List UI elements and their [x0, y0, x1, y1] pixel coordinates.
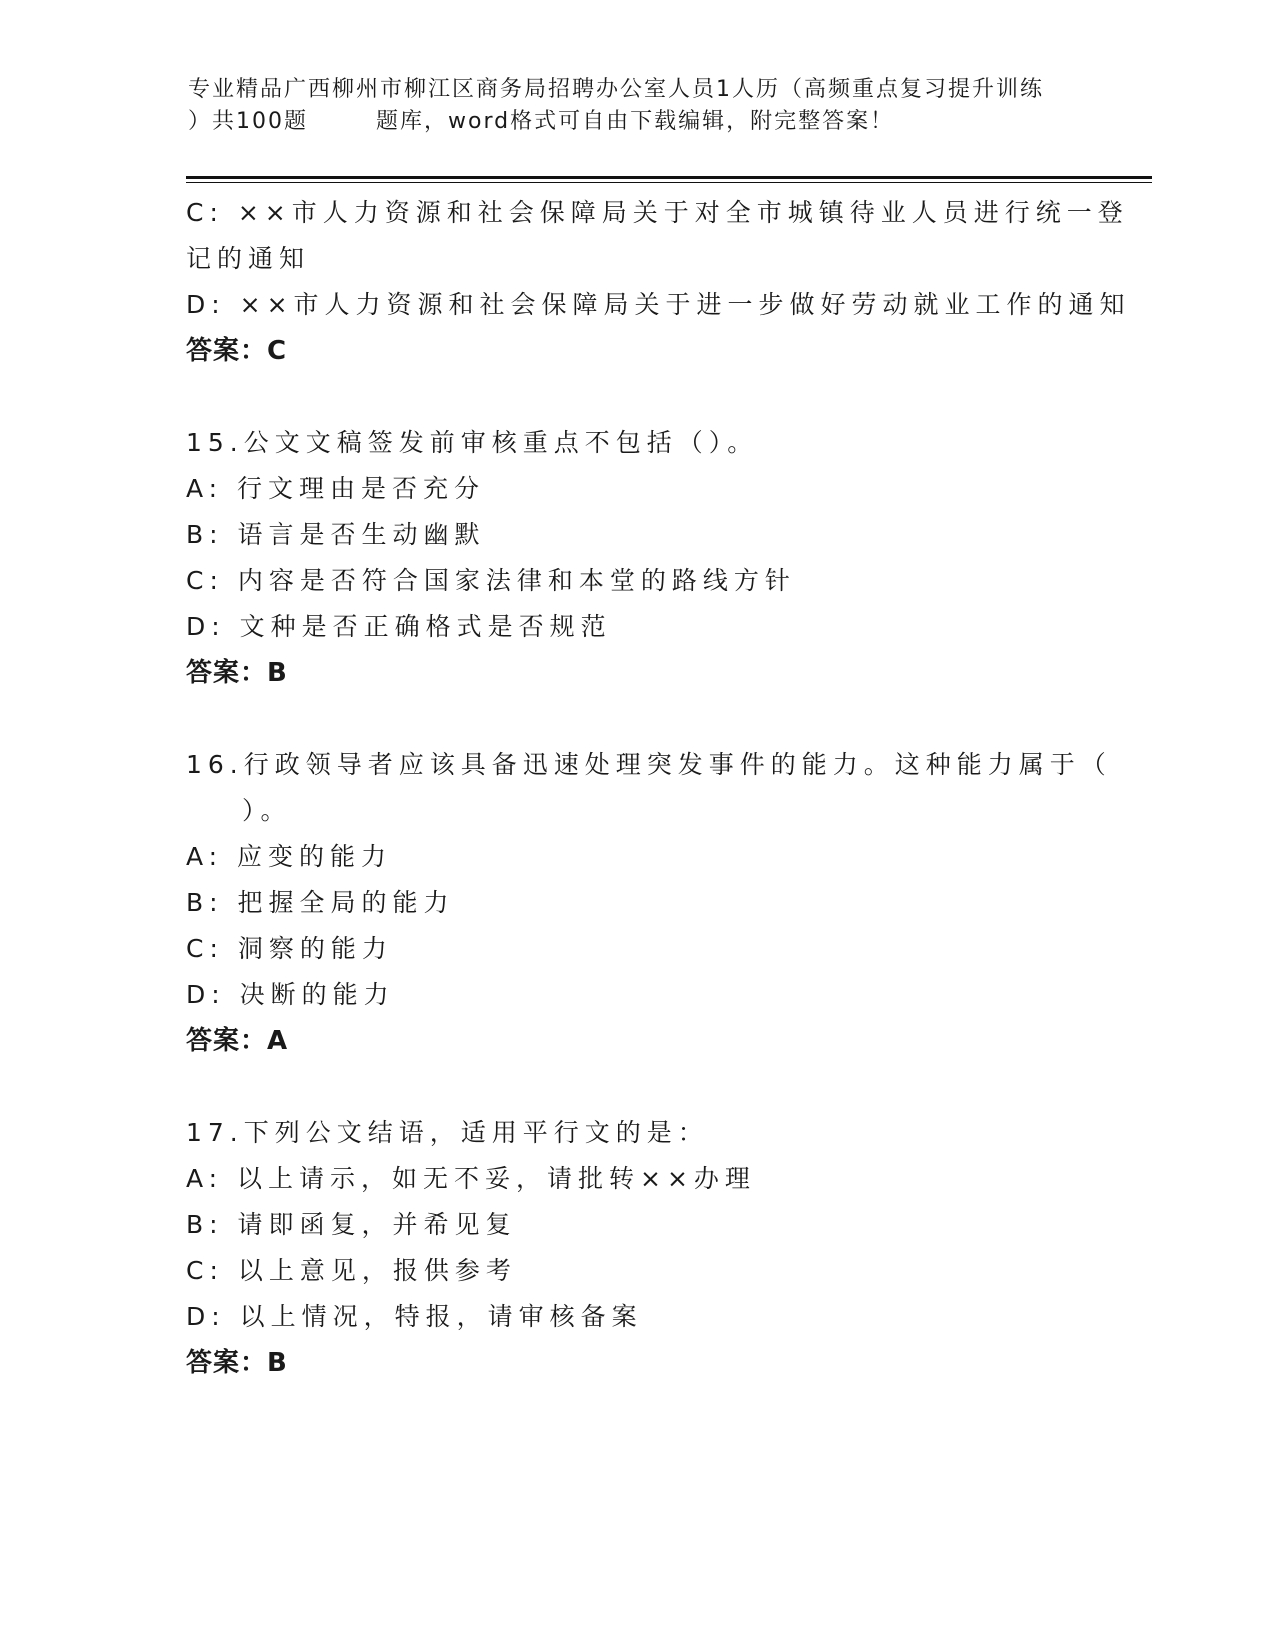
- header-divider-thin: [186, 182, 1152, 183]
- question-stem-line-2: ）。: [242, 796, 292, 825]
- header-divider-thick: [186, 176, 1152, 179]
- header-title-line-2-left: ）共100题: [188, 109, 308, 134]
- option-d: D: 以上情况，特报，请审核备案: [186, 1302, 643, 1331]
- question-17-block: [186, 1110, 1086, 1386]
- header-title-line-2: [188, 106, 1088, 138]
- option-a: A: 行文理由是否充分: [186, 474, 486, 503]
- option-d: D: 文种是否正确格式是否规范: [186, 612, 612, 641]
- option-a: A: 以上请示，如无不妥，请批转××办理: [186, 1164, 756, 1193]
- question-16-block: [186, 742, 1112, 1064]
- option-c-line-1: C: ××市人力资源和社会保障局关于对全市城镇待业人员进行统一登: [186, 198, 1129, 227]
- answer: 答案：C: [186, 336, 288, 366]
- option-c-line-2: 记的通知: [186, 244, 311, 273]
- answer: 答案：B: [186, 1348, 288, 1378]
- option-d: D: ××市人力资源和社会保障局关于进一步做好劳动就业工作的通知: [186, 290, 1131, 319]
- answer: 答案：A: [186, 1026, 289, 1056]
- option-b: B: 语言是否生动幽默: [186, 520, 486, 549]
- option-c: C: 内容是否符合国家法律和本堂的路线方针: [186, 566, 796, 595]
- question-stem: 15.公文文稿签发前审核重点不包括（）。: [186, 428, 759, 457]
- option-b: B: 请即函复，并希见复: [186, 1210, 517, 1239]
- header-title-line-1: 专业精品广西柳州市柳江区商务局招聘办公室人员1人历（高频重点复习提升训练: [188, 77, 1044, 102]
- page-header: [188, 74, 1088, 138]
- question-stem: 17.下列公文结语，适用平行文的是：: [186, 1118, 709, 1147]
- option-c: C: 洞察的能力: [186, 934, 393, 963]
- header-title-line-2-right: 题库，word格式可自由下载编辑，附完整答案！: [376, 109, 895, 134]
- option-b: B: 把握全局的能力: [186, 888, 455, 917]
- option-d: D: 决断的能力: [186, 980, 395, 1009]
- prev-question-block: [186, 190, 1131, 374]
- option-c: C: 以上意见，报供参考: [186, 1256, 517, 1285]
- question-content: [186, 190, 1131, 1386]
- question-stem-line-1: 16.行政领导者应该具备迅速处理突发事件的能力。这种能力属于（: [186, 750, 1112, 779]
- option-a: A: 应变的能力: [186, 842, 393, 871]
- question-15-block: [186, 420, 1086, 696]
- answer: 答案：B: [186, 658, 288, 688]
